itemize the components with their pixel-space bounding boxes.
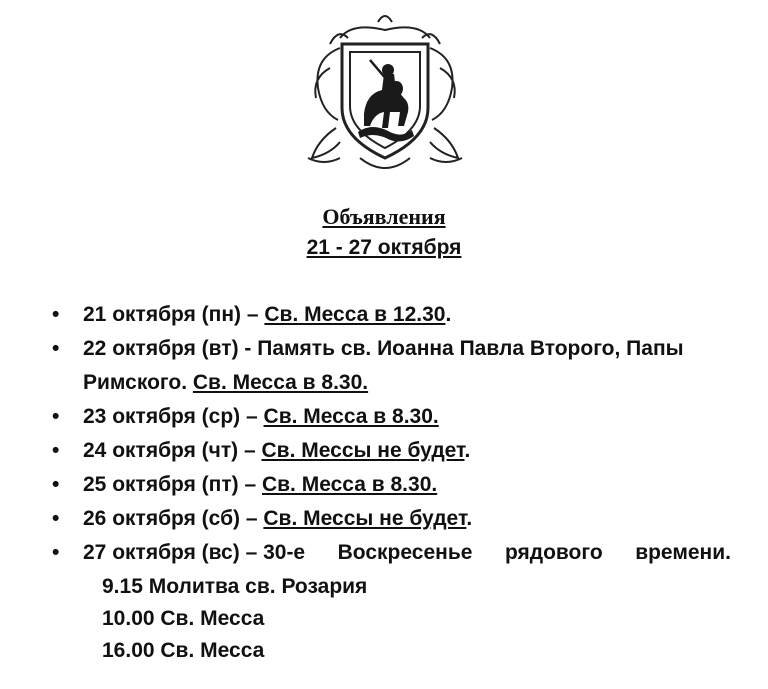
bullet-icon: • — [52, 303, 60, 326]
service-time: 10.00 Св. Месса — [102, 607, 265, 630]
bullet-icon: • — [52, 541, 60, 564]
bullet-icon: • — [52, 473, 60, 496]
mass-time: Св. Мессы не будет — [263, 507, 467, 530]
service-time: 16.00 Св. Месса — [102, 639, 265, 662]
item-text: 27 октября (вс) – 30-е Воскресенье рядового времени. — [83, 541, 731, 564]
schedule-list — [0, 298, 768, 672]
coat-of-arms-emblem — [300, 8, 470, 180]
bullet-icon: • — [52, 405, 60, 428]
mass-time: Св. Мессы не будет — [261, 439, 465, 462]
bullet-icon: • — [52, 439, 60, 462]
list-item — [0, 400, 768, 434]
announcement-dates: 21 - 27 октября — [306, 236, 462, 259]
item-text: 24 октября (чт) – — [83, 439, 262, 462]
list-item: • 21 октября (пн) – Св. Месса в 12.30. — [0, 298, 768, 332]
item-text: 25 октября (пт) – — [83, 473, 262, 496]
bullet-icon: • — [52, 337, 60, 360]
item-text: Римского. — [83, 371, 193, 394]
mass-time: Св. Месса в 12.30 — [264, 303, 446, 326]
item-text: 21 октября (пн) – — [83, 303, 265, 326]
item-text: 26 октября (сб) – — [83, 507, 264, 530]
mass-time: Св. Месса в 8.30. — [263, 405, 439, 428]
service-time: 9.15 Молитва св. Розария — [102, 575, 368, 598]
mass-time: Св. Месса в 8.30. — [261, 473, 438, 496]
list-item: • 24 октября (чт) – Св. Мессы не будет. — [0, 434, 768, 468]
mass-time: Св. Месса в 8.30. — [192, 371, 369, 394]
list-item — [0, 536, 768, 672]
item-text: 22 октября (вт) - Память св. Иоанна Павла Второго, Папы — [83, 337, 684, 360]
list-item: • 26 октября (сб) – Св. Мессы не будет. — [0, 502, 768, 536]
announcement-title: Объявления — [322, 204, 446, 229]
list-item — [0, 332, 768, 400]
list-item — [0, 468, 768, 502]
item-text: 23 октября (ср) – — [83, 405, 264, 428]
bullet-icon: • — [52, 507, 60, 530]
